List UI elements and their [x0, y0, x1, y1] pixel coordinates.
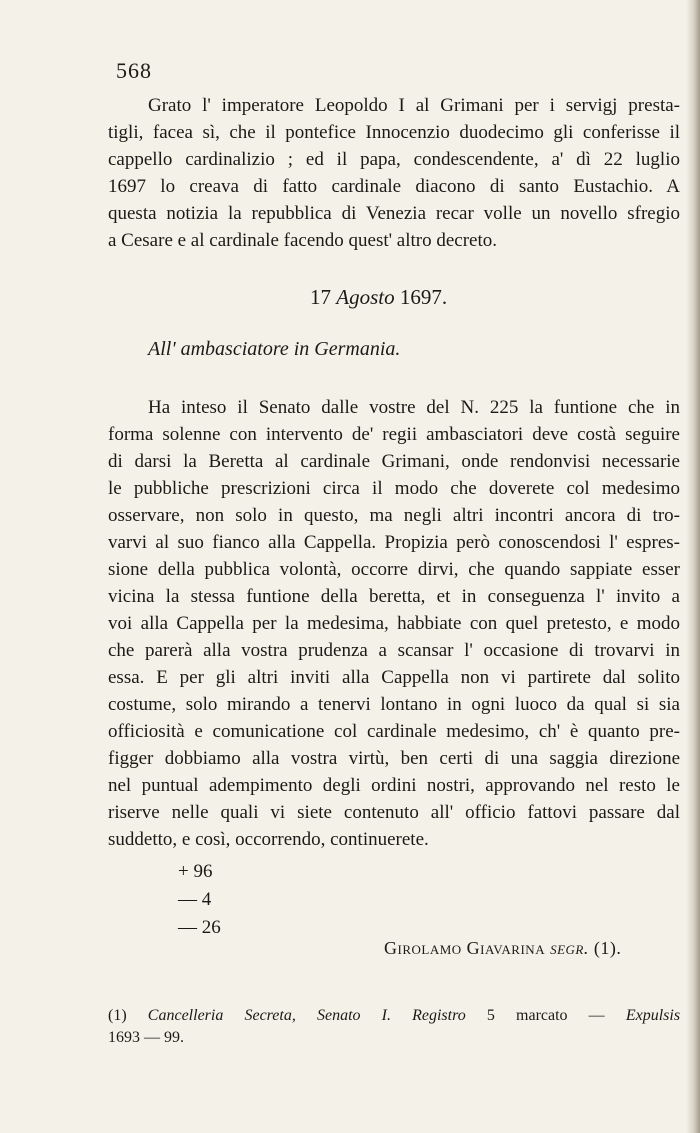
- decree-line: voi alla Cappella per la medesima, habbiate con quel pretesto, e modo: [108, 613, 680, 634]
- decree-line: figger dobbiamo alla vostra virtù, ben certi di una saggia direzione: [108, 748, 680, 769]
- intro-paragraph: [108, 92, 680, 254]
- decree-line: riserve nelle quali vi siete contenuto all' officio fattovi passare dal: [108, 802, 680, 823]
- decree-line: forma solenne con intervento de' regii ambasciatori deve costà seguire: [108, 424, 680, 445]
- footnote-source-plain: 5 marcato —: [486, 1007, 605, 1024]
- intro-line: 1697 lo creava di fatto cardinale diacono di santo Eustachio. A: [108, 176, 680, 197]
- date-year: 1697.: [399, 285, 448, 309]
- date-month: Agosto: [336, 285, 395, 309]
- vote-mark: — 26: [178, 917, 221, 938]
- intro-line: a Cesare e al cardinale facendo quest' altro decreto.: [108, 230, 498, 251]
- page-edge-shadow: [686, 0, 700, 1133]
- decree-line: officiosità e comunicatione col cardinale medesimo, ch' è quanto pre-: [108, 721, 680, 742]
- footnote-line-2: 1693 — 99.: [108, 1029, 184, 1046]
- date-day: 17: [310, 285, 331, 309]
- addressee: All' ambasciatore in Germania.: [148, 338, 401, 360]
- decree-line: essa. E per gli altri inviti alla Cappella non vi partirete dal solito: [108, 667, 680, 688]
- vote-mark: + 96: [178, 861, 213, 882]
- footnote-line: [108, 1005, 680, 1027]
- footnote-marker: (1): [108, 1007, 127, 1024]
- signature-name: Girolamo Giavarina: [384, 938, 546, 958]
- intro-line: tigli, facea sì, che il pontefice Innocenzio duodecimo gli conferisse il: [108, 122, 680, 143]
- decree-line: suddetto, e così, occorrendo, continuerete.: [108, 829, 429, 850]
- page-number: 568: [116, 58, 152, 83]
- intro-line: cappello cardinalizio ; ed il papa, condescendente, a' dì 22 luglio: [108, 149, 680, 170]
- signature-footnote-ref: (1).: [593, 938, 622, 958]
- decree-line: osservare, non solo in questo, ma negli altri incontri ancora di tro-: [108, 505, 680, 526]
- vote-mark: — 4: [178, 889, 212, 910]
- vote-tally: [178, 858, 221, 942]
- decree-line: di darsi la Beretta al cardinale Grimani, onde rendonvisi necessarie: [108, 451, 680, 472]
- footnote-source-expulsis: Expulsis: [625, 1007, 681, 1024]
- decree-line: varvi al suo fianco alla Cappella. Propizia però conoscendosi l' espres-: [108, 532, 680, 553]
- signature: [384, 938, 621, 959]
- decree-date: [310, 285, 447, 310]
- decree-line: Ha inteso il Senato dalle vostre del N. 225 la funtione che in: [148, 397, 680, 418]
- signature-title: segr.: [550, 938, 589, 958]
- decree-paragraph: [108, 394, 680, 853]
- decree-line: le pubbliche prescrizioni circa il modo che doverete col medesimo: [108, 478, 680, 499]
- decree-line: vicina la stessa funtione della beretta, et in conseguenza l' invito a: [108, 586, 680, 607]
- decree-line: che parerà alla vostra prudenza a scansar l' occasione di trovarvi in: [108, 640, 680, 661]
- footnote-source: Cancelleria Secreta, Senato I. Registro: [147, 1007, 466, 1024]
- footnote: [108, 1005, 680, 1049]
- intro-line: questa notizia la repubblica di Venezia recar volle un novello sfregio: [108, 203, 680, 224]
- decree-line: sione della pubblica volontà, occorre dirvi, che quando sappiate esser: [108, 559, 680, 580]
- decree-line: costume, solo mirando a tenervi lontano in ogni luoco da qual si sia: [108, 694, 680, 715]
- decree-line: nel puntual adempimento degli ordini nostri, approvando nel resto le: [108, 775, 680, 796]
- intro-line: Grato l' imperatore Leopoldo I al Grimani per i servigj presta-: [148, 95, 680, 116]
